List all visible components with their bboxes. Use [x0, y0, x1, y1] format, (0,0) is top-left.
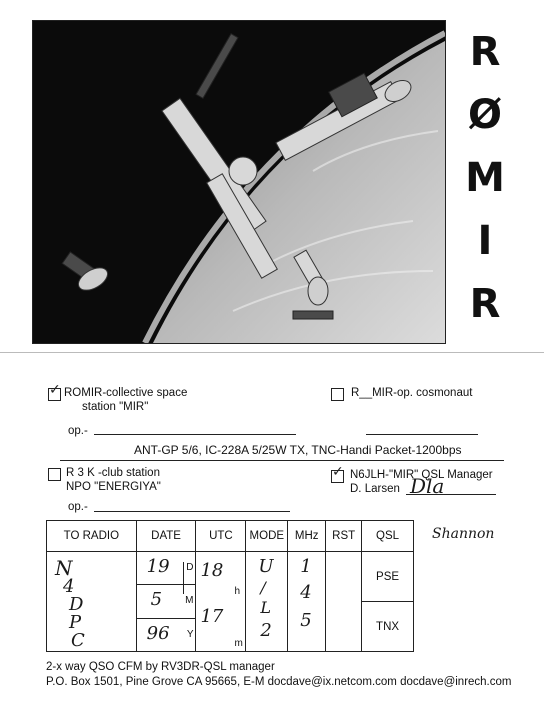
checkbox-cosmonaut[interactable]: [331, 388, 344, 401]
cosmonaut-label: R__MIR-op. cosmonaut: [351, 387, 473, 399]
cell-qsl[interactable]: [362, 552, 414, 652]
mode-char-1: U: [258, 556, 274, 577]
to-radio-char-3: D: [69, 594, 84, 615]
footer-line-2: P.O. Box 1501, Pine Grove CA 95665, E-M docdave@ix.netcom.com docdave@inrech.com: [46, 676, 512, 688]
qsl-pse[interactable]: PSE: [376, 570, 400, 583]
equipment-line: ANT-GP 5/6, IC-228A 5/25W TX, TNC-Handi Packet-1200bps: [134, 443, 462, 457]
mode-char-2: /: [260, 578, 266, 597]
callsign-romir: [455, 28, 515, 328]
equipment-underline: [60, 460, 504, 461]
date-unit-m: M: [185, 595, 194, 607]
check-mark-icon: ✓: [332, 464, 344, 480]
cosmonaut-op-line[interactable]: [366, 434, 478, 435]
qsl-tnx[interactable]: TNX: [362, 601, 413, 651]
to-radio-char-5: C: [71, 630, 85, 651]
mir-station-photo: [32, 20, 446, 344]
col-header-utc: UTC: [196, 521, 246, 552]
col-header-to-radio: TO RADIO: [47, 521, 137, 552]
to-radio-char-2: 4: [63, 576, 75, 597]
qso-table-header-row: [47, 521, 414, 552]
qso-table: [46, 520, 414, 652]
qsl-manager-label: N6JLH-"MIR" QSL Manager: [350, 469, 493, 481]
cell-utc[interactable]: [196, 552, 246, 652]
qso-table-data-row: [47, 552, 414, 652]
checkbox-club-station[interactable]: [48, 468, 61, 481]
handwritten-shannon: Shannon: [432, 526, 495, 542]
cell-to-radio[interactable]: [47, 552, 137, 652]
cell-mhz[interactable]: [288, 552, 326, 652]
mhz-char-2: 4: [300, 582, 312, 603]
manager-name-label: D. Larsen: [350, 483, 400, 495]
fold-line: [0, 352, 544, 353]
date-month: 5: [150, 589, 163, 611]
club-station-label-2: NPO "ENERGIYA": [66, 481, 161, 493]
manager-signature: Dla: [410, 474, 445, 498]
col-header-rst: RST: [326, 521, 362, 552]
utc-unit-m: m: [234, 638, 243, 649]
mode-char-3: L: [260, 598, 271, 617]
callsign-letter-5: R: [469, 281, 501, 327]
col-header-date: DATE: [136, 521, 196, 552]
collective-station-label: ROMIR-collective space: [64, 387, 188, 399]
col-header-mode: MODE: [246, 521, 288, 552]
footer-line-1: 2-x way QSO CFM by RV3DR-QSL manager: [46, 661, 275, 673]
mir-photo-illustration: [33, 21, 445, 343]
check-mark-icon: ✓: [49, 382, 61, 398]
to-radio-char-4: P: [69, 612, 82, 633]
callsign-letter-4: I: [477, 218, 493, 264]
to-radio-char-1: N: [55, 556, 73, 580]
collective-station-label-2: station "MIR": [82, 401, 149, 413]
utc-unit-h: h: [234, 586, 241, 597]
cell-mode[interactable]: [246, 552, 288, 652]
op-line-2[interactable]: [94, 511, 290, 512]
op-label-1: op.-: [68, 425, 88, 437]
op-label-2: op.-: [68, 501, 88, 513]
utc-hour: 18: [200, 560, 224, 581]
date-year: 96: [146, 622, 170, 644]
date-day: 19: [146, 556, 170, 577]
callsign-letter-1: R: [469, 29, 501, 75]
checkbox-collective-station[interactable]: [48, 382, 61, 401]
mhz-char-3: 5: [300, 610, 312, 631]
utc-minute: 17: [200, 606, 224, 627]
cell-rst[interactable]: [326, 552, 362, 652]
callsign-letter-3: M: [465, 155, 505, 201]
col-header-mhz: MHz: [288, 521, 326, 552]
checkbox-qsl-manager[interactable]: [331, 464, 344, 483]
callsign-letter-2: Ø: [467, 92, 502, 138]
mode-char-4: 2: [260, 620, 272, 641]
club-station-label: R 3 K -club station: [66, 467, 160, 479]
mhz-char-1: 1: [300, 556, 312, 577]
op-line-1[interactable]: [94, 434, 296, 435]
date-unit-y: Y: [186, 628, 194, 640]
col-header-qsl: QSL: [362, 521, 414, 552]
cell-date[interactable]: [136, 552, 196, 652]
date-unit-d: D: [183, 562, 193, 594]
